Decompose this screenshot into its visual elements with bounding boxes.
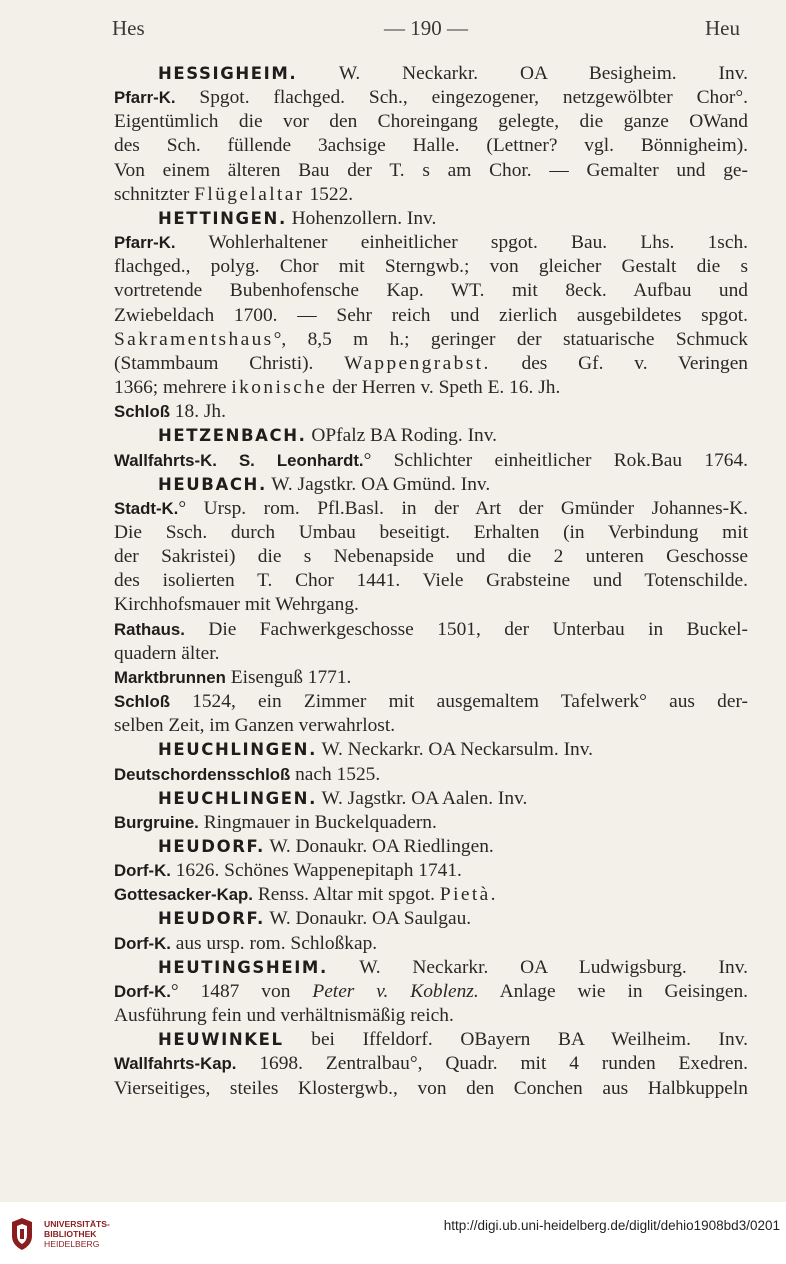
text-run: Wappengrabst. xyxy=(344,352,491,374)
text-run: nach 1525. xyxy=(290,763,381,785)
text-line xyxy=(114,328,748,352)
text-run: W. Donaukr. OA Riedlingen. xyxy=(264,836,494,857)
text-run: W. Jagstkr. OA Gmünd. Inv. xyxy=(266,473,491,495)
text-run: Ringmauer in Buckelquadern. xyxy=(198,811,437,833)
text-line xyxy=(114,835,748,859)
text-line xyxy=(114,424,748,448)
text-line xyxy=(114,86,748,110)
text-line xyxy=(114,763,748,787)
text-run: selben Zeit, im Ganzen verwahrlost. xyxy=(114,715,396,737)
building-keyword: Wallfahrts-K. S. Leonhardt. xyxy=(114,450,364,470)
text-run: (Stammbaum Christi). xyxy=(114,352,345,374)
text-line xyxy=(114,134,748,158)
text-line xyxy=(114,521,748,545)
text-line xyxy=(114,714,748,738)
text-run: Renss. Altar mit spgot. xyxy=(252,884,440,906)
text-run: ° Schlichter einheitlicher Rok.Bau 1764. xyxy=(363,449,748,471)
text-line xyxy=(114,400,748,424)
header-left: Hes xyxy=(112,16,145,40)
text-line xyxy=(114,159,748,183)
building-keyword: Dorf-K. xyxy=(114,861,171,881)
text-line xyxy=(114,279,748,303)
building-keyword: Wallfahrts-Kap. xyxy=(114,1054,237,1074)
text-run: Eigentümlich die vor den Choreingang gelegte, die ganze OWand xyxy=(114,111,748,133)
text-line xyxy=(114,473,748,497)
text-line xyxy=(114,883,748,907)
text-line xyxy=(114,690,748,714)
building-keyword: Stadt-K. xyxy=(114,498,179,518)
place-name: HEUTINGSHEIM. xyxy=(158,957,328,977)
building-keyword: Dorf-K. xyxy=(114,981,171,1001)
text-line xyxy=(114,787,748,811)
library-name-line1: UNIVERSITÄTS- xyxy=(44,1219,110,1229)
place-name: HEUDORF. xyxy=(158,837,265,856)
library-name-line2: BIBLIOTHEK xyxy=(44,1229,97,1239)
text-run: Von einem älteren Bau der T. s am Chor. — Gemalter und ge- xyxy=(114,159,748,181)
text-run: °, 8,5 m h.; geringer der statuarische Schmuck xyxy=(273,328,748,350)
text-run: schnitzter xyxy=(114,183,195,205)
text-line xyxy=(114,183,748,207)
text-run: W. Donaukr. OA Saulgau. xyxy=(264,908,472,930)
text-run: Sakramentshaus xyxy=(114,328,274,350)
text-line xyxy=(114,110,748,134)
entry-text xyxy=(114,62,748,1101)
text-run: 18. Jh. xyxy=(169,401,226,423)
building-keyword: Pfarr-K. xyxy=(114,233,176,253)
text-line xyxy=(114,593,748,617)
library-name[interactable] xyxy=(44,1219,110,1249)
text-run: ° 1487 von xyxy=(170,980,313,1002)
text-run: 1524, ein Zimmer mit ausgemaltem Tafelwerk° aus der- xyxy=(169,691,748,713)
page-number: — 190 — xyxy=(384,16,468,40)
building-keyword: Gottesacker-Kap. xyxy=(114,885,253,905)
text-run: Ausführung fein und verhältnismäßig reich. xyxy=(114,1005,454,1027)
text-line xyxy=(114,642,748,666)
building-keyword: Dorf-K. xyxy=(114,933,171,953)
text-run: Kirchhofsmauer mit Wehrgang. xyxy=(114,594,359,616)
text-run: Peter v. Koblenz. xyxy=(312,980,479,1002)
text-run: W. Neckarkr. OA Neckarsulm. Inv. xyxy=(316,739,594,761)
text-line xyxy=(114,956,748,980)
text-line xyxy=(114,1004,748,1028)
place-name: HEUBACH. xyxy=(158,474,267,494)
text-run: Anlage wie in Geisingen. xyxy=(478,980,748,1002)
text-run: Die Fachwerkgeschosse 1501, der Unterbau in Buckel- xyxy=(184,618,748,640)
library-name-line3: HEIDELBERG xyxy=(44,1239,100,1249)
text-run: aus ursp. rom. Schloßkap. xyxy=(170,932,378,954)
text-run: ikonische xyxy=(231,377,328,399)
place-name: HEUCHLINGEN. xyxy=(158,740,317,760)
text-line xyxy=(114,545,748,569)
text-run: OPfalz BA Roding. Inv. xyxy=(306,425,498,447)
text-line xyxy=(114,231,748,255)
text-run: der Herren v. Speth E. 16. Jh. xyxy=(327,377,561,399)
text-run: Eisenguß 1771. xyxy=(225,666,352,688)
text-line xyxy=(114,569,748,593)
building-keyword: Rathaus. xyxy=(114,619,185,639)
source-url-link[interactable]: http://digi.ub.uni-heidelberg.de/diglit/dehio1908bd3/0201 xyxy=(443,1218,780,1233)
text-run: 1626. Schönes Wappenepitaph 1741. xyxy=(170,860,462,882)
text-line xyxy=(114,666,748,690)
place-name: HETZENBACH. xyxy=(158,426,307,446)
text-run: flachged., polyg. Chor mit Sterngwb.; von gleicher Gestalt die s xyxy=(114,256,748,278)
text-line xyxy=(114,62,748,86)
text-line xyxy=(114,859,748,883)
text-run: vortretende Bubenhofensche Kap. WT. mit 8eck. Aufbau und xyxy=(114,280,748,302)
text-run: Vierseitiges, steiles Klostergwb., von den Conchen aus Halbkuppeln xyxy=(114,1077,748,1099)
text-line xyxy=(114,376,748,400)
text-line xyxy=(114,907,748,931)
text-line xyxy=(114,811,748,835)
text-line xyxy=(114,352,748,376)
text-line xyxy=(114,1077,748,1101)
place-name: HEUWINKEL xyxy=(158,1030,284,1050)
text-run: ° Ursp. rom. Pfl.Basl. in der Art der Gmünder Johannes-K. xyxy=(178,497,748,519)
building-keyword: Burgruine. xyxy=(114,812,199,832)
text-run: der Sakristei) die s Nebenapside und die 2 unteren Geschosse xyxy=(114,546,748,568)
text-run: bei Iffeldorf. OBayern BA Weilheim. Inv. xyxy=(283,1029,748,1051)
text-line xyxy=(114,449,748,473)
building-keyword: Marktbrunnen xyxy=(114,667,226,687)
text-run: Pietà. xyxy=(439,884,498,906)
text-run: Flügelaltar xyxy=(194,183,305,205)
text-line xyxy=(114,497,748,521)
text-run: W. Neckarkr. OA Ludwigsburg. Inv. xyxy=(327,956,748,978)
text-run: des isolierten T. Chor 1441. Viele Grabsteine und Totenschilde. xyxy=(114,570,748,592)
text-line xyxy=(114,1028,748,1052)
text-run: des Sch. füllende 3achsige Halle. (Lettner? vgl. Bönnigheim). xyxy=(114,135,748,157)
text-line xyxy=(114,618,748,642)
text-line xyxy=(114,207,748,231)
text-line xyxy=(114,304,748,328)
text-line xyxy=(114,932,748,956)
place-name: HESSIGHEIM. xyxy=(158,64,298,83)
text-run: des Gf. v. Veringen xyxy=(490,352,748,374)
building-keyword: Schloß xyxy=(114,402,170,422)
text-run: Zwiebeldach 1700. — Sehr reich und zierlich ausgebildetes spgot. xyxy=(114,304,748,326)
header-right: Heu xyxy=(705,16,740,40)
text-run: Spgot. flachged. Sch., eingezogener, netzgewölbter Chor°. xyxy=(175,87,748,109)
text-run: Hohenzollern. Inv. xyxy=(286,207,437,229)
building-keyword: Schloß xyxy=(114,692,170,712)
text-line xyxy=(114,1052,748,1076)
text-line xyxy=(114,980,748,1004)
building-keyword: Deutschordensschloß xyxy=(114,764,291,784)
place-name: HETTINGEN. xyxy=(158,208,287,228)
text-line xyxy=(114,255,748,279)
text-run: 1366; mehrere xyxy=(114,377,232,399)
text-run: 1522. xyxy=(304,183,354,205)
text-run: quadern älter. xyxy=(114,642,220,664)
text-run: 1698. Zentralbau°, Quadr. mit 4 runden Exedren. xyxy=(236,1053,748,1075)
text-run: W. Jagstkr. OA Aalen. Inv. xyxy=(316,787,528,809)
text-run: W. Neckarkr. OA Besigheim. Inv. xyxy=(297,63,748,84)
place-name: HEUCHLINGEN. xyxy=(158,788,317,808)
footer-bar xyxy=(0,1202,786,1264)
running-header xyxy=(112,16,740,46)
building-keyword: Pfarr-K. xyxy=(114,88,176,108)
place-name: HEUDORF. xyxy=(158,909,265,929)
text-run: Wohlerhaltener einheitlicher spgot. Bau. Lhs. 1sch. xyxy=(175,232,748,254)
text-line xyxy=(114,738,748,762)
text-run: Die Ssch. durch Umbau beseitigt. Erhalten (in Verbindung mit xyxy=(114,521,748,543)
library-logo-icon[interactable] xyxy=(8,1218,36,1250)
